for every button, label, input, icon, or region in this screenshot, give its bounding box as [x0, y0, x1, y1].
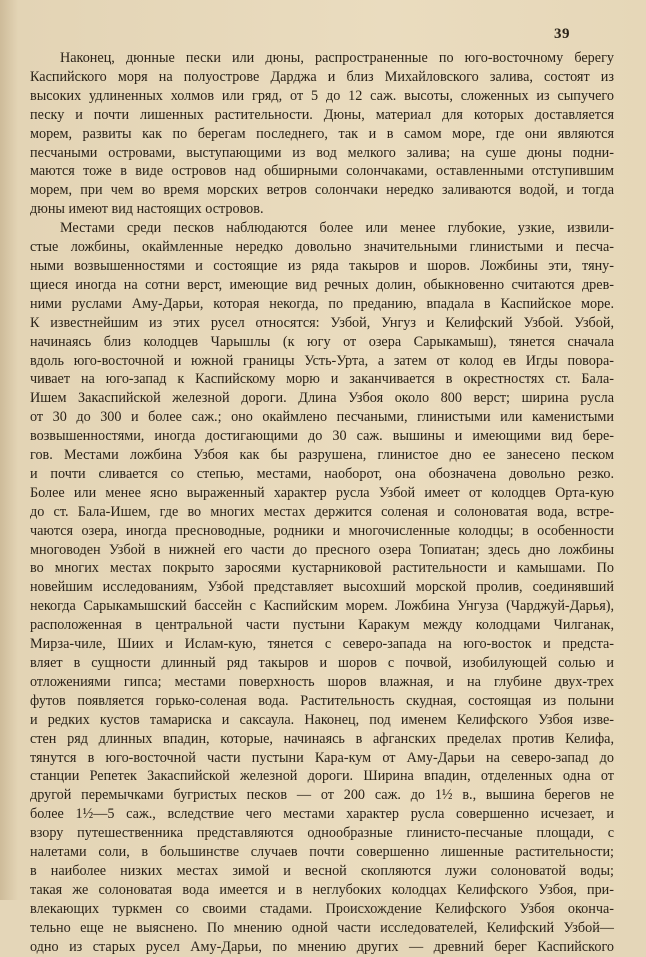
text-line: песку и почти лишенных растительности. Дюны, материал для которых доставляется — [30, 106, 614, 123]
text-line: Местами среди песков наблюдаются более или менее глубокие, узкие, извили- — [60, 220, 614, 237]
text-line: тянутся в юго-восточной части пустыни Кара-кум от Аму-Дарьи на северо-запад до — [30, 749, 614, 766]
text-line: такая же солоноватая вода имеется и в неглубоких колодцах Келифского Узбоя, при- — [30, 881, 614, 898]
text-line: Наконец, дюнные пески или дюны, распространенные по юго-восточному берегу — [60, 50, 614, 66]
text-line: стен ряд длинных впадин, которые, начинаясь в афганских пределах против Келифа, — [30, 730, 614, 747]
text-line: Ишем Закаспийской железной дороги. Длина Узбоя около 800 верст; ширина русла — [30, 390, 614, 407]
text-line: более 1½—5 саж., вследствие чего местами характер русла совершенно исчезает, и — [30, 806, 614, 823]
text-line: от 30 до 300 и более саж.; оно окаймлено песчаными, глинистыми или каменистыми — [30, 409, 614, 426]
text-line: чаются озера, иногда пресноводные, родники и многочисленные колодцы; в особенности — [30, 522, 614, 539]
paragraph — [30, 219, 614, 956]
text-line: станции Репетек Закаспийской железной дороги. Ширина впадин, отделенных одна от — [30, 768, 614, 785]
text-line: ными возвышенностями и состоящие из ряда такыров и шоров. Ложбины эти, тяну- — [30, 257, 614, 274]
text-line: отложениями гипса; местами поверхность шоров влажная, и на глубине двух-треx — [30, 673, 614, 690]
text-line: щиеся иногда на сотни верст, имеющие вид речных долин, обыкновенно считаются древ- — [30, 276, 614, 293]
text-line: и почти сливается со степью, местами, наоборот, она обозначена довольно резко. — [30, 465, 614, 482]
text-line: налетами соли, в большинстве случаев почти совершенно лишенные растительности; — [30, 844, 614, 861]
text-line: Более или менее ясно выраженный характер русла Узбой имеет от колодцев Орта-кую — [30, 484, 614, 501]
text-line: начинаясь близ колодцев Чарышлы (к югу от озера Сарыкамыш), тянется сначала — [30, 333, 614, 350]
text-line: ними руслами Аму-Дарьи, которая некогда, по преданию, впадала в Каспийское море. — [30, 295, 614, 312]
paragraph — [30, 49, 614, 219]
text-line: влекающих туркмен со своими стадами. Происхождение Келифского Узбоя оконча- — [30, 900, 614, 917]
text-line: футов появляется горько-соленая вода. Растительность скудная, состоящая из полыни — [30, 692, 614, 709]
page-number: 39 — [554, 26, 570, 42]
text-line: до ст. Бала-Ишем, где во многих местах держится соленая и солоноватая вода, встре- — [30, 503, 614, 520]
text-line: высоких удлиненных холмов или гряд, от 5 до 12 саж. высоты, сложенных из сыпучего — [30, 87, 614, 104]
text-line: расположенная в центральной части пустыни Каракум между колодцами Чилганак, — [30, 617, 614, 634]
body-text — [30, 49, 614, 957]
text-line: новейшим исследованиям, Узбой представляет высохший морской пролив, соединявший — [30, 579, 614, 596]
text-line: гов. Местами ложбина Узбоя как бы разрушена, глинистое дно ее занесено песком — [30, 447, 614, 464]
text-line: К известнейшим из этих русел относятся: Узбой, Унгуз и Келифский Узбой. Узбой, — [30, 314, 614, 331]
text-line: многоводен Узбой в нижней его части до пресного озера Топиатан; здесь дно ложбины — [30, 541, 614, 558]
text-line: Каспийского моря на полуострове Дарджа и близ Михайловского залива, состоят из — [30, 68, 614, 85]
text-line: некогда Сарыкамышский бассейн с Каспийским морем. Ложбина Унгуза (Чарджуй-Дарья), — [30, 598, 614, 615]
text-line: тельно еще не выяснено. По мнению одной части исследователей, Келифский Узбой— — [30, 919, 614, 936]
text-line: песчаными островами, выступающими из вод мелкого залива; на суше дюны подни- — [30, 144, 614, 161]
text-line: дюны имеют вид настоящих островов. — [30, 201, 264, 218]
text-line: Мирза-чиле, Шиих и Ислам-кую, тянется с северо-запада на юго-восток и предста- — [30, 636, 614, 653]
text-line: во многих местах покрыто заросями кустарниковой растительности и камышами. По — [30, 560, 614, 577]
text-line: маются тоже в виде островов над обширными солончаками, оставленными отступившим — [30, 163, 614, 180]
text-line: чивает на юго-запад к Каспийскому морю и заканчивается в окрестностях ст. Бала- — [30, 371, 614, 388]
text-line: морем, развиты как по берегам последнего, так и в самом море, где они являются — [30, 125, 614, 142]
text-line: и редких кустов тамариска и саксаула. Наконец, под именем Келифского Узбоя изве- — [30, 711, 614, 728]
text-line: одно из старых русел Аму-Дарьи, по мнению других — древний берег Каспийского — [30, 938, 614, 955]
text-line: стые ложбины, окаймленные нередко довольно значительными глинистыми и песча- — [30, 239, 614, 256]
text-line: вляет в сущности длинный ряд такыров и шоров с почвой, изобилующей солью и — [30, 655, 614, 671]
text-line: другой перемычками бугристых песков — от 200 саж. до 1½ в., вышина берегов не — [30, 787, 614, 804]
text-line: в наиболее низких местах зимой и весной скопляются лужи солоноватой воды; — [30, 862, 614, 879]
text-line: взору путешественника представляются однообразные глинисто-песчаные площади, с — [30, 825, 614, 842]
text-line: вдоль юго-восточной и южной границы Усть-Урта, а затем от колод ев Игды повора- — [30, 352, 614, 369]
text-line: морем, при чем во время морских ветров солончаки нередко заливаются водой, и тогда — [30, 182, 614, 199]
text-line: возвышенностями, иногда достигающими до 30 саж. вышины и имеющими вид бере- — [30, 428, 614, 445]
